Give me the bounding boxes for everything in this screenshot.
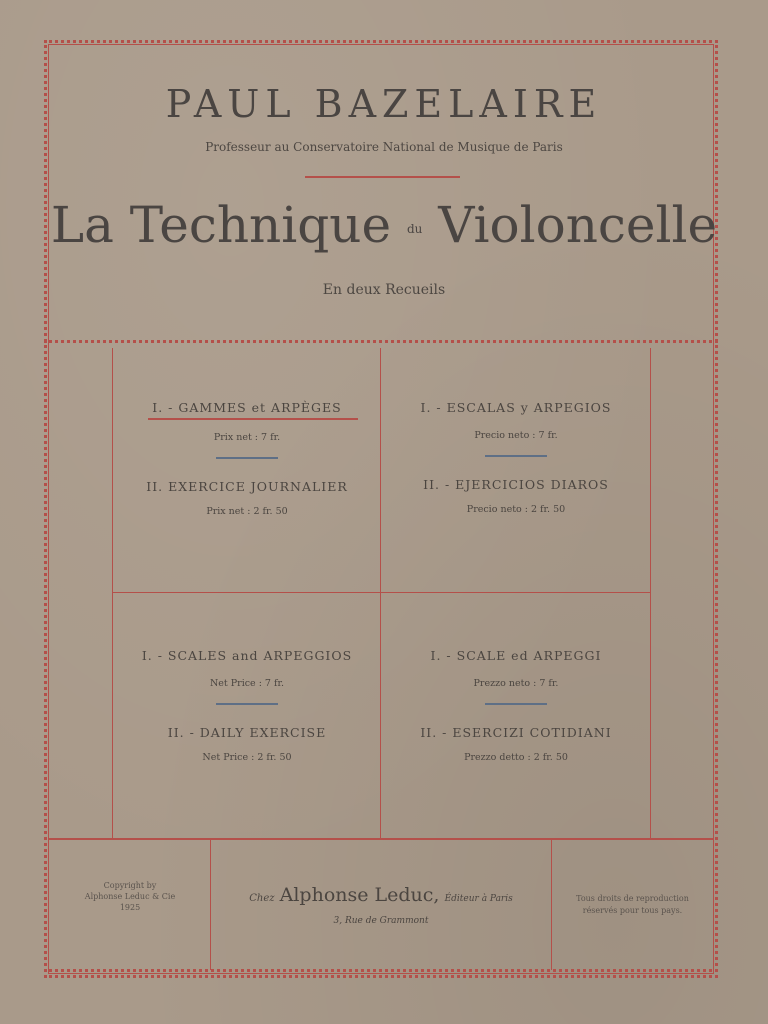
- volumes-note: En deux Recueils: [322, 282, 446, 298]
- publisher-block: [212, 884, 550, 926]
- grid-line-left: [112, 348, 113, 838]
- rights-line: réservés pour tous pays.: [582, 906, 683, 915]
- author-name: PAUL BAZELAIRE: [165, 82, 603, 126]
- vol1-price: Prix net : 7 fr.: [213, 432, 281, 443]
- publisher-role: Éditeur à Paris: [444, 894, 513, 904]
- vol2-title: II. - ESERCIZI COTIDIANI: [420, 725, 612, 740]
- title-rule: [305, 176, 460, 178]
- work-title: [0, 196, 768, 254]
- separator-rule: [216, 457, 278, 459]
- rights-notice: [560, 893, 705, 917]
- copyright-notice: [60, 880, 200, 913]
- vol1-title: I. - SCALES and ARPEGGIOS: [141, 648, 353, 663]
- vol2-title: II. - EJERCICIOS DIAROS: [423, 477, 609, 492]
- section-italian: [382, 648, 650, 763]
- author-subtitle: Professeur au Conservatoire National de Musique de Paris: [205, 140, 563, 154]
- section-french: [114, 400, 380, 517]
- vol2-title: II. EXERCICE JOURNALIER: [146, 479, 348, 494]
- title-part2: Violoncelle: [438, 196, 718, 254]
- grid-line-right: [650, 348, 651, 838]
- section-spanish: [382, 400, 650, 515]
- vol1-title: I. - ESCALAS y ARPEGIOS: [420, 400, 612, 415]
- copyright-line: Copyright by: [103, 881, 157, 890]
- footer-divider-right: [551, 840, 552, 970]
- vol1-title: I. - SCALE ed ARPEGGI: [430, 648, 602, 663]
- vol2-price: Prezzo detto : 2 fr. 50: [464, 752, 568, 763]
- title-du: du: [406, 222, 423, 236]
- vol1-title: I. - GAMMES et ARPÈGES: [152, 400, 342, 415]
- grid-line-middle: [112, 592, 650, 593]
- separator-rule: [485, 703, 547, 705]
- section-english: [114, 648, 380, 763]
- vol2-price: Precio neto : 2 fr. 50: [466, 504, 566, 515]
- vol2-title: II. - DAILY EXERCISE: [167, 725, 327, 740]
- footer-top-line: [48, 838, 714, 840]
- header-divider: [44, 340, 718, 343]
- rights-line: Tous droits de reproduction: [576, 894, 689, 903]
- separator-rule: [216, 703, 278, 705]
- separator-rule: [485, 455, 547, 457]
- copyright-line: Alphonse Leduc & Cie: [84, 892, 176, 901]
- publisher-chez: Chez: [249, 893, 275, 904]
- underline-red: [148, 418, 358, 420]
- vol2-price: Net Price : 2 fr. 50: [202, 752, 292, 763]
- vol2-price: Prix net : 2 fr. 50: [206, 506, 288, 517]
- copyright-year: 1925: [119, 903, 141, 912]
- bottom-divider: [44, 969, 718, 972]
- vol1-price: Precio neto : 7 fr.: [474, 430, 558, 441]
- vol1-price: Net Price : 7 fr.: [209, 678, 285, 689]
- publisher-address: 3, Rue de Grammont: [333, 916, 429, 926]
- title-part1: La Technique: [50, 196, 392, 254]
- footer-divider-left: [210, 840, 211, 970]
- publisher-name: Alphonse Leduc,: [279, 884, 440, 906]
- grid-line-center: [380, 348, 381, 838]
- vol1-price: Prezzo neto : 7 fr.: [473, 678, 559, 689]
